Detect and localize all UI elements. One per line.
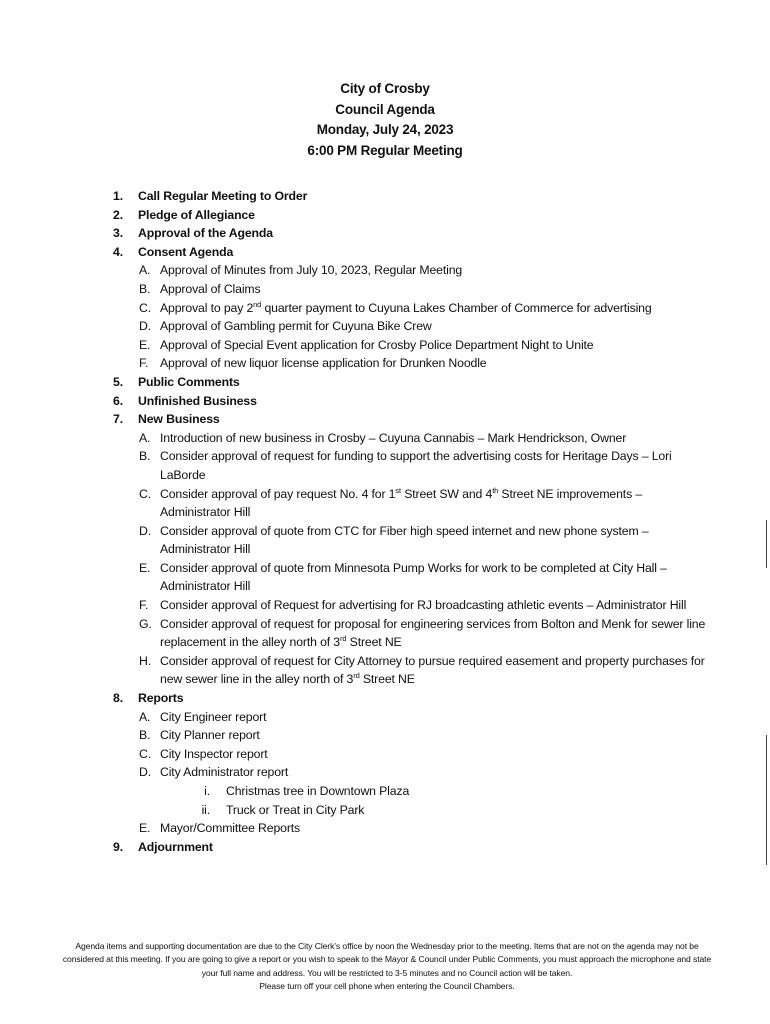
subitem xyxy=(0,763,770,782)
subitem-letter: C. xyxy=(139,486,151,501)
subitem xyxy=(0,354,770,373)
scan-edge-mark xyxy=(766,520,767,568)
item-number: 3. xyxy=(113,226,123,241)
item-number: 1. xyxy=(113,189,123,203)
subitem xyxy=(0,708,770,727)
subitem-text xyxy=(160,615,708,652)
cell-phone-notice: Please turn off your cell phone when entering the Council Chambers. xyxy=(259,980,515,991)
scan-edge-mark xyxy=(766,735,767,865)
subitem-text: Approval of new liquor license application for Drunken Noodle xyxy=(160,356,487,371)
subitem-text xyxy=(160,299,708,318)
meeting-time: 6:00 PM Regular Meeting xyxy=(307,142,463,158)
text-part: Consider approval of pay request No. 4 for 1 xyxy=(160,486,396,501)
subitem-text: Approval of Special Event application for Crosby Police Department Night to Unite xyxy=(160,337,594,352)
text-part: quarter payment to Cuyuna Lakes Chamber of Commerce for advertising xyxy=(261,300,652,315)
subitem xyxy=(0,447,770,484)
agenda-item-7 xyxy=(0,410,770,429)
subitem-text: Consider approval of quote from Minnesota Pump Works for work to be completed at City Hall – Administrator Hill xyxy=(160,560,667,594)
subitem-letter: B. xyxy=(139,281,151,296)
item-number: 5. xyxy=(113,374,123,389)
text-part: Consider approval of request for proposal for engineering services from Bolton and Menk for sewer line replacement in the alley north of 3 xyxy=(160,616,706,650)
subitem-text: Introduction of new business in Crosby – Cuyuna Cannabis – Mark Hendrickson, Owner xyxy=(160,430,627,445)
item-number: 2. xyxy=(113,207,123,222)
ordinal-suffix: st xyxy=(395,485,401,495)
agenda-item-3 xyxy=(0,224,770,243)
item-label: New Business xyxy=(138,412,220,427)
subitem-text: City Inspector report xyxy=(160,746,268,761)
subitem-letter: C. xyxy=(139,746,151,761)
agenda-item-1 xyxy=(0,187,770,206)
item-number: 8. xyxy=(113,691,123,706)
subitem-letter: A. xyxy=(139,263,151,278)
subitem xyxy=(0,652,770,689)
text-part: Street SW and 4 xyxy=(400,486,493,501)
subitem-letter: D. xyxy=(139,523,151,538)
subitem-letter: G. xyxy=(139,616,152,631)
agenda-item-5 xyxy=(0,373,770,392)
subitem xyxy=(0,559,770,596)
item-number: 4. xyxy=(113,244,123,259)
subitem-text: City Engineer report xyxy=(160,709,267,724)
subitem-letter: F. xyxy=(139,598,149,613)
item-number: 7. xyxy=(113,412,123,427)
subitem-letter: B. xyxy=(139,449,151,464)
subitem-numeral: ii. xyxy=(201,802,210,817)
item-number: 9. xyxy=(113,839,123,854)
text-part: Street NE improvements – Administrator Hill xyxy=(160,486,643,520)
document-title: Council Agenda xyxy=(335,101,435,117)
subitem-text: Christmas tree in Downtown Plaza xyxy=(226,784,410,798)
agenda-item-4 xyxy=(0,243,770,262)
subitem xyxy=(0,317,770,336)
subitem-letter: D. xyxy=(139,765,151,780)
subitem xyxy=(0,299,770,318)
ordinal-suffix: rd xyxy=(353,671,360,681)
subitem-text xyxy=(160,485,708,522)
subitem xyxy=(0,615,770,652)
subitem-letter: B. xyxy=(139,728,151,743)
subitem-letter: E. xyxy=(139,821,151,836)
subitem-letter: F. xyxy=(139,356,149,371)
subitem xyxy=(0,336,770,355)
agenda-item-6 xyxy=(0,392,770,411)
subitem-letter: E. xyxy=(139,560,151,575)
agenda-item-9 xyxy=(0,838,770,857)
subitem xyxy=(0,522,770,559)
subitem-text: City Planner report xyxy=(160,728,260,743)
item-label: Pledge of Allegiance xyxy=(138,207,255,222)
subitem xyxy=(0,596,770,615)
subitem-text: Mayor/Committee Reports xyxy=(160,821,301,836)
subitem-letter: C. xyxy=(139,300,151,315)
ordinal-suffix: nd xyxy=(253,299,262,309)
text-part: Street NE xyxy=(359,672,415,687)
text-part: Approval to pay 2 xyxy=(160,300,254,315)
subitem-text: Approval of Claims xyxy=(160,281,261,296)
subitem-letter: A. xyxy=(139,709,151,724)
subitem-letter: D. xyxy=(139,319,151,334)
subitem-text xyxy=(160,652,708,689)
subitem-letter: H. xyxy=(139,653,151,668)
subitem-text: Approval of Minutes from July 10, 2023, Regular Meeting xyxy=(160,263,463,278)
subitem-text: City Administrator report xyxy=(160,765,289,780)
subitem xyxy=(0,429,770,448)
text-part: Street NE xyxy=(346,635,402,650)
subitem xyxy=(0,261,770,280)
ordinal-suffix: th xyxy=(492,485,499,495)
subitem-text: Truck or Treat in City Park xyxy=(226,802,365,817)
item-label: Reports xyxy=(138,691,184,706)
sub-subitem xyxy=(0,782,770,801)
subitem-letter: E. xyxy=(139,337,151,352)
item-label: Approval of the Agenda xyxy=(138,226,273,241)
agenda-item-2 xyxy=(0,206,770,225)
item-number: 6. xyxy=(113,393,123,408)
item-label: Consent Agenda xyxy=(138,244,234,259)
subitem-letter: A. xyxy=(139,430,151,445)
subitem xyxy=(0,280,770,299)
subitem xyxy=(0,485,770,522)
footer-notice xyxy=(62,940,712,993)
agenda-header xyxy=(0,79,770,161)
subitem xyxy=(0,819,770,838)
subitem-text: Approval of Gambling permit for Cuyuna Bike Crew xyxy=(160,319,432,334)
meeting-date: Monday, July 24, 2023 xyxy=(316,122,454,137)
subitem-text: Consider approval of Request for advertising for RJ broadcasting athletic events – Administrator Hill xyxy=(160,598,687,613)
city-name: City of Crosby xyxy=(340,81,430,96)
subitem xyxy=(0,745,770,764)
subitem xyxy=(0,726,770,745)
agenda-list xyxy=(0,187,770,856)
subitem-numeral: i. xyxy=(204,784,210,798)
sub-subitem xyxy=(0,801,770,820)
submission-notice: Agenda items and supporting documentation are due to the City Clerk’s office by noon the Wednesday prior to the meeting. Items that are not on the agenda may not be considered at this meeting. If you are going to give a report or you wish to speak to the Mayor & Council under Public Comments, you must approach the microphone and state your full name and address. You will be restricted to 3-5 minutes and no Council action will be taken. xyxy=(62,941,712,978)
item-label: Public Comments xyxy=(138,374,240,389)
item-label: Unfinished Business xyxy=(138,393,257,408)
item-label: Call Regular Meeting to Order xyxy=(138,189,308,203)
subitem-text: Consider approval of quote from CTC for Fiber high speed internet and new phone system – Administrator Hill xyxy=(160,523,649,557)
ordinal-suffix: rd xyxy=(340,634,347,644)
agenda-item-8 xyxy=(0,689,770,708)
item-label: Adjournment xyxy=(138,839,213,854)
subitem-text: Consider approval of request for funding to support the advertising costs for Heritage Days – Lori LaBorde xyxy=(160,449,672,482)
text-part: Consider approval of request for City Attorney to pursue required easement and property purchases for new sewer line in the alley north of 3 xyxy=(160,653,705,687)
